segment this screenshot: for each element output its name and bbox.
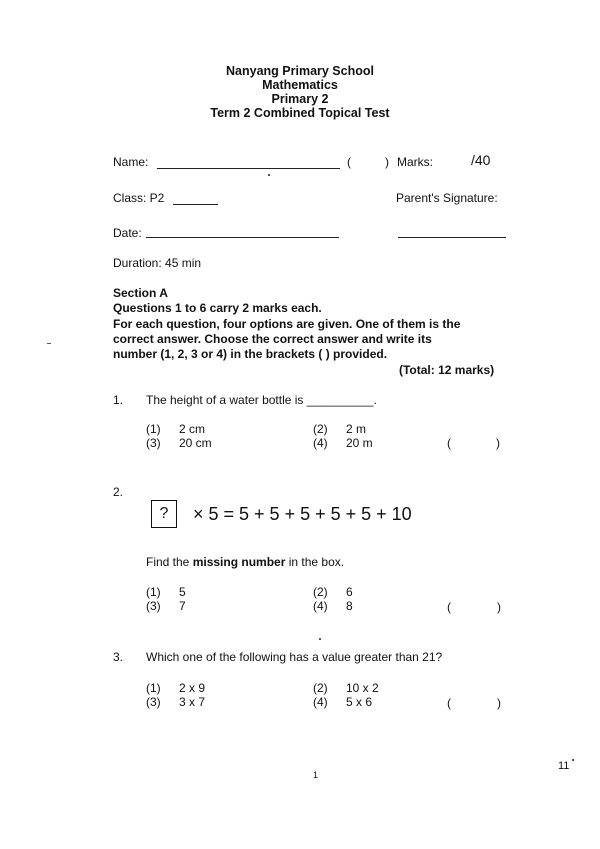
document-header [0,64,600,120]
question-text [146,555,344,569]
option-value: 8 [346,599,353,613]
scan-speck [319,638,321,640]
option-number: (1) [146,681,161,695]
name-field[interactable] [157,168,340,169]
corner-mark: 11 [558,760,570,772]
option-number: (3) [146,436,161,450]
name-bracket-close: ) [385,155,389,169]
option-value: 2 cm [179,422,206,436]
section-instruction-3: number (1, 2, 3 or 4) in the brackets ( ) provided. [113,347,388,361]
name-bracket-open: ( [347,155,351,169]
answer-bracket-open: ( [447,600,451,614]
question-number: 1. [113,393,124,407]
question-text-bold: missing number [192,555,286,569]
missing-number-box: ? [151,500,177,528]
section-instruction-2: correct answer. Choose the correct answer and write its [113,332,432,346]
test-title: Term 2 Combined Topical Test [210,106,390,120]
section-total: (Total: 12 marks) [399,363,495,377]
option-number: (1) [146,585,161,599]
question-number: 2. [113,485,124,499]
scan-speck [47,343,51,344]
parent-signature-label: Parent's Signature: [396,191,498,205]
name-label: Name: [113,155,149,169]
answer-bracket-open: ( [447,696,451,710]
question-text: The height of a water bottle is __________. [146,393,377,407]
option-number: (2) [313,681,328,695]
answer-bracket-open: ( [447,436,451,450]
question-text-end: in the box. [285,555,345,569]
option-number: (4) [313,695,328,709]
class-label: Class: P2 [113,191,165,205]
answer-bracket-close: ) [496,436,500,450]
class-field[interactable] [173,204,218,205]
question-text: Which one of the following has a value greater than 21? [146,650,443,664]
subject-title: Mathematics [262,78,338,92]
option-number: (3) [146,695,161,709]
option-number: (2) [313,585,328,599]
marks-label: Marks: [397,155,433,169]
scan-speck [572,759,574,761]
option-value: 5 x 6 [346,695,373,709]
option-value: 5 [179,585,186,599]
section-title: Section A [113,286,168,300]
option-value: 3 x 7 [179,695,206,709]
question-text-start: Find the [146,555,193,569]
scan-speck [268,174,270,176]
date-label: Date: [113,226,142,240]
option-value: 2 x 9 [179,681,206,695]
level-title: Primary 2 [271,92,329,106]
option-number: (2) [313,422,328,436]
option-number: (4) [313,599,328,613]
option-number: (3) [146,599,161,613]
question-number: 3. [113,650,124,664]
page-number: 1 [313,770,319,780]
option-value: 20 m [346,436,373,450]
school-name: Nanyang Primary School [226,64,374,78]
duration-text: Duration: 45 min [113,256,202,270]
answer-bracket-close: ) [497,696,501,710]
option-value: 7 [179,599,186,613]
date-field[interactable] [146,237,339,238]
answer-bracket-close: ) [497,600,501,614]
option-value: 2 m [346,422,367,436]
option-value: 6 [346,585,353,599]
option-number: (1) [146,422,161,436]
signature-field[interactable] [398,237,506,238]
option-number: (4) [313,436,328,450]
section-instruction-1: For each question, four options are given. One of them is the [113,317,461,331]
marks-total: /40 [471,152,491,168]
section-marks-info: Questions 1 to 6 carry 2 marks each. [113,301,322,315]
option-value: 10 x 2 [346,681,379,695]
equation: × 5 = 5 + 5 + 5 + 5 + 5 + 10 [193,504,412,524]
option-value: 20 cm [179,436,212,450]
